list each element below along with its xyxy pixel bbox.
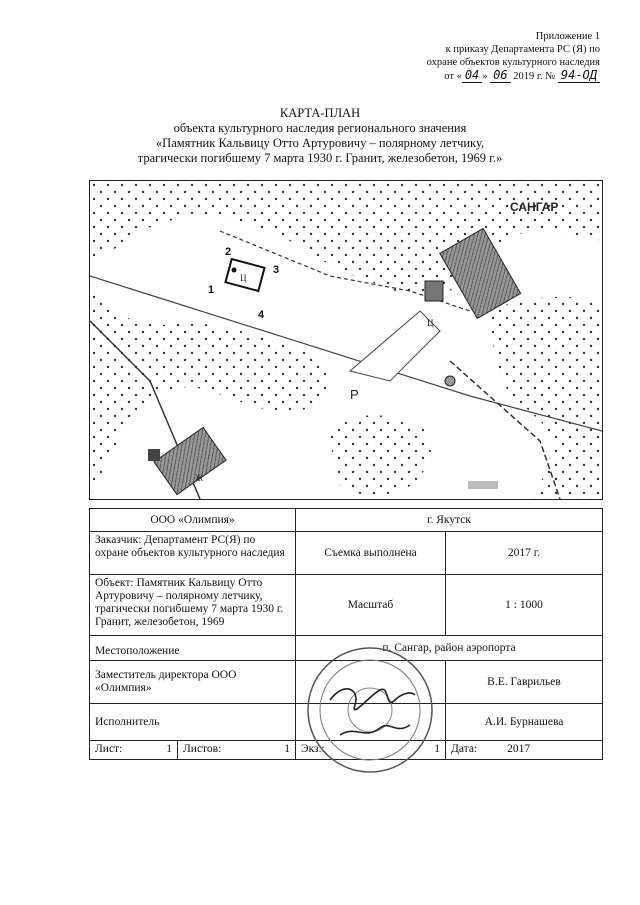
location-value-cell: п. Сангар, район аэропорта: [382, 641, 516, 654]
scale-label-cell: Масштаб: [296, 575, 446, 635]
survey-year-cell: 2017 г.: [507, 546, 541, 559]
appendix-from: от «: [444, 71, 462, 82]
place-label: САНГАР: [510, 200, 559, 214]
building-small: [425, 281, 443, 301]
title-line2: «Памятник Кальвицу Отто Артуровичу – полярному летчику,: [155, 136, 485, 150]
title-line1: объекта культурного наследия регионального значения: [173, 121, 467, 135]
vegetation-area-top: [90, 181, 602, 295]
appendix-number: 94-ОД: [558, 68, 600, 83]
location-label-cell: Местоположение: [90, 636, 296, 660]
company-cell: ООО «Олимпия»: [90, 509, 296, 531]
sheet-value: 1: [166, 743, 172, 755]
map-drawing: [90, 181, 602, 499]
appendix-line1: Приложение 1: [535, 31, 600, 42]
point-3: 3: [273, 264, 280, 276]
monument-marker: [232, 268, 237, 273]
building-tiny: [148, 449, 160, 461]
appendix-mid: »: [482, 71, 488, 82]
document-title: [40, 106, 600, 166]
copy-value: 1: [434, 743, 440, 755]
appendix-line3: охране объектов культурного наследия: [426, 57, 600, 68]
building-bottom: [154, 427, 226, 494]
appendix-header: [360, 30, 600, 83]
title-heading: КАРТА-ПЛАН: [279, 106, 361, 120]
date-value: 2017: [507, 743, 531, 755]
appendix-line2: к приказу Департамента РС (Я) по: [445, 44, 600, 55]
date-label: Дата:: [451, 743, 478, 755]
date-cell: [446, 741, 602, 759]
deputy-label-cell: Заместитель директора ООО «Олимпия»: [90, 661, 296, 703]
sheet-label: Лист:: [95, 743, 123, 755]
survey-label-cell: Съемка выполнена: [296, 532, 446, 574]
point-1: 1: [208, 284, 215, 296]
point-2: 2: [225, 246, 232, 258]
parking-label: Р: [350, 387, 359, 402]
copy-label: Экз.:: [301, 743, 325, 755]
vegetation-area-bottom: [330, 415, 431, 495]
appendix-date-line: [360, 69, 600, 83]
table-row: [90, 509, 602, 532]
appendix-day: 04: [462, 68, 482, 83]
site-map: [89, 180, 603, 500]
sheets-cell: [178, 741, 296, 759]
appendix-month: 06: [490, 68, 510, 83]
legend-marks: [468, 481, 498, 489]
sheet-cell: [90, 741, 178, 759]
vegetation-area-right: [490, 297, 602, 499]
table-row: [90, 532, 602, 575]
sheets-label: Листов:: [183, 743, 222, 755]
title-line3: трагически погибшему 7 марта 1930 г. Гранит, железобетон, 1969 г.»: [137, 151, 503, 165]
executor-label-cell: Исполнитель: [90, 704, 296, 740]
point-4: 4: [258, 309, 265, 321]
deputy-name-cell: В.Е. Гаврильев: [487, 675, 561, 688]
table-row: [90, 575, 602, 636]
scale-value-cell: 1 : 1000: [505, 598, 543, 611]
sheets-value: 1: [284, 743, 290, 755]
object-cell: Объект: Памятник Кальвицу Отто Артуровичу – полярному летчику, трагически погибшему 7 марта 1930 г. Гранит, железобетон, 1969: [90, 575, 296, 635]
tree-marker: [445, 376, 455, 386]
customer-cell: Заказчик: Департамент РС(Я) по охране объектов культурного наследия: [90, 532, 296, 574]
city-cell: г. Якутск: [427, 513, 471, 526]
signature-icon: [330, 689, 415, 735]
executor-name-cell: А.И. Бурнашева: [484, 715, 564, 728]
monument-building-label: Ц: [240, 273, 247, 283]
appendix-year: 2019 г. №: [513, 71, 556, 82]
round-seal-icon: [300, 640, 440, 780]
building3-label: Ж: [195, 473, 204, 483]
building2-label: Ц: [427, 318, 434, 328]
